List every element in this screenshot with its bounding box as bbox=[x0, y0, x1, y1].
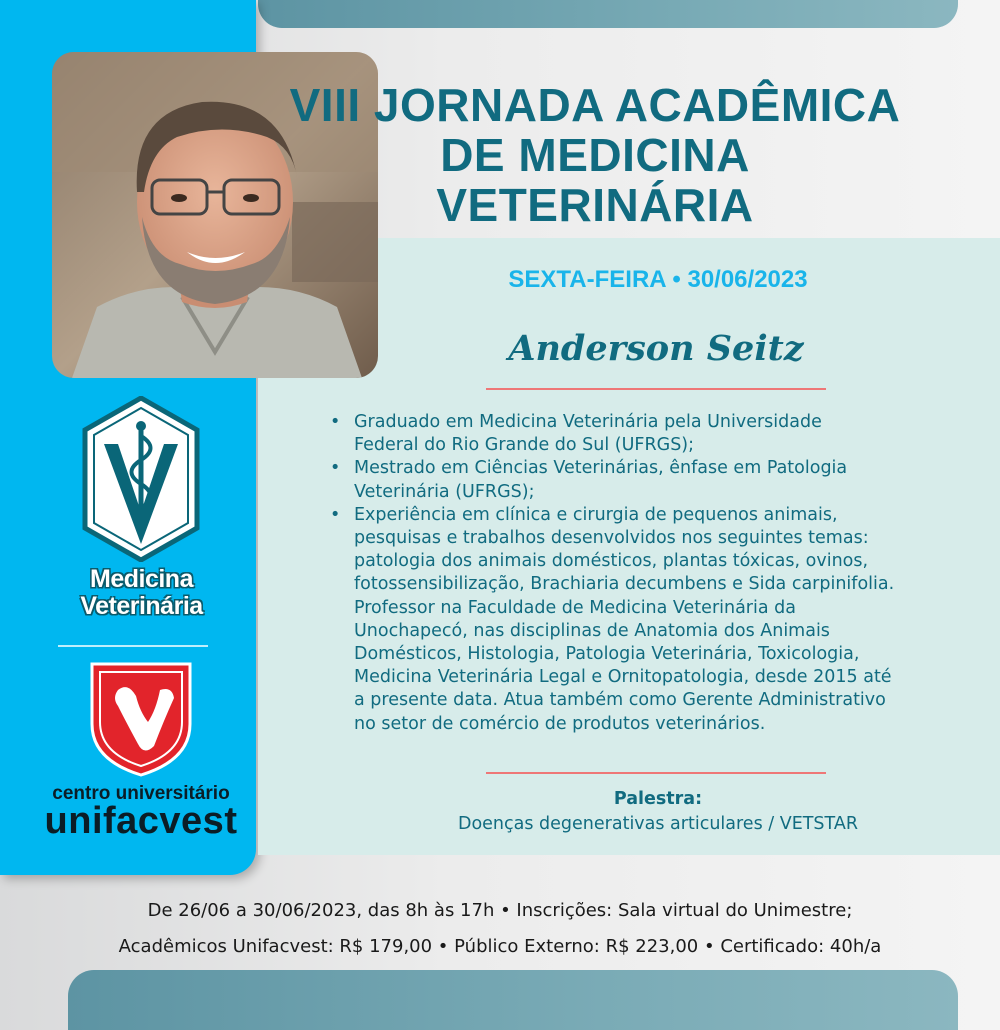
bio-line: Veterinária (UFRGS); bbox=[354, 481, 535, 502]
shield-icon bbox=[88, 660, 194, 778]
university-subtitle: centro universitário bbox=[52, 783, 230, 804]
bottom-decor-bar bbox=[68, 970, 958, 1030]
speaker-bio bbox=[330, 411, 1000, 736]
bio-line: Medicina Veterinária Legal e Ornitopatologia, desde 2015 até bbox=[354, 667, 892, 688]
title-line-1: VIII JORNADA ACADÊMICA bbox=[289, 79, 901, 131]
details-line-1: De 26/06 a 30/06/2023, das 8h às 17h • Inscrições: Sala virtual do Unimestre; bbox=[147, 900, 853, 921]
bio-line: patologia dos animais domésticos, plantas tóxicas, ovinos, bbox=[354, 551, 869, 572]
bio-line: Unochapecó, nas disciplinas de Anatomia dos Animais bbox=[354, 620, 830, 641]
talk-title: Doenças degenerativas articulares / VETSTAR bbox=[457, 814, 859, 834]
bio-line: fotossensibilização, Brachiaria decumbens e Sida carpinifolia. bbox=[354, 574, 895, 595]
bio-line: Graduado em Medicina Veterinária pela Universidade bbox=[354, 412, 822, 432]
title-line-2: DE MEDICINA VETERINÁRIA bbox=[436, 129, 754, 231]
course-line-1: Medicina bbox=[90, 565, 193, 593]
talk-info bbox=[258, 787, 1000, 837]
bullet-icon: • bbox=[330, 504, 341, 525]
talk-label: Palestra: bbox=[613, 789, 703, 809]
speaker-name: Anderson Seitz bbox=[508, 328, 804, 369]
bio-line: a presente data. Atua também como Gerente Administrativo bbox=[354, 690, 886, 711]
bio-item bbox=[330, 504, 1000, 736]
university-name: unifacvest bbox=[44, 800, 238, 842]
caduceus-v-icon bbox=[82, 396, 200, 562]
bio-line: Experiência em clínica e cirurgia de pequenos animais, bbox=[354, 504, 838, 525]
divider-top bbox=[486, 388, 826, 390]
bio-line: pesquisas e trabalhos desenvolvidos nos seguintes temas: bbox=[354, 528, 869, 549]
page-title bbox=[280, 80, 910, 230]
event-details bbox=[0, 893, 1000, 965]
event-date: SEXTA-FEIRA • 30/06/2023 bbox=[508, 266, 808, 293]
top-decor-bar bbox=[258, 0, 958, 28]
divider-bottom bbox=[486, 772, 826, 774]
bio-line: Mestrado em Ciências Veterinárias, ênfase em Patologia bbox=[354, 458, 848, 479]
bio-item bbox=[330, 457, 1000, 503]
bio-line: Federal do Rio Grande do Sul (UFRGS); bbox=[354, 435, 695, 456]
details-line-2: Acadêmicos Unifacvest: R$ 179,00 • Público Externo: R$ 223,00 • Certificado: 40h/a bbox=[118, 936, 882, 957]
bio-line: Professor na Faculdade de Medicina Veterinária da bbox=[354, 597, 796, 618]
bio-line: Domésticos, Histologia, Patologia Veterinária, Toxicologia, bbox=[354, 644, 860, 665]
bio-line: no setor de comércio de produtos veterinários. bbox=[354, 713, 766, 734]
bullet-icon: • bbox=[330, 458, 341, 479]
bullet-icon: • bbox=[330, 412, 341, 432]
course-logo-text bbox=[0, 566, 283, 620]
course-line-2: Veterinária bbox=[80, 592, 203, 620]
bio-item bbox=[330, 411, 1000, 457]
logo-divider bbox=[58, 645, 208, 647]
